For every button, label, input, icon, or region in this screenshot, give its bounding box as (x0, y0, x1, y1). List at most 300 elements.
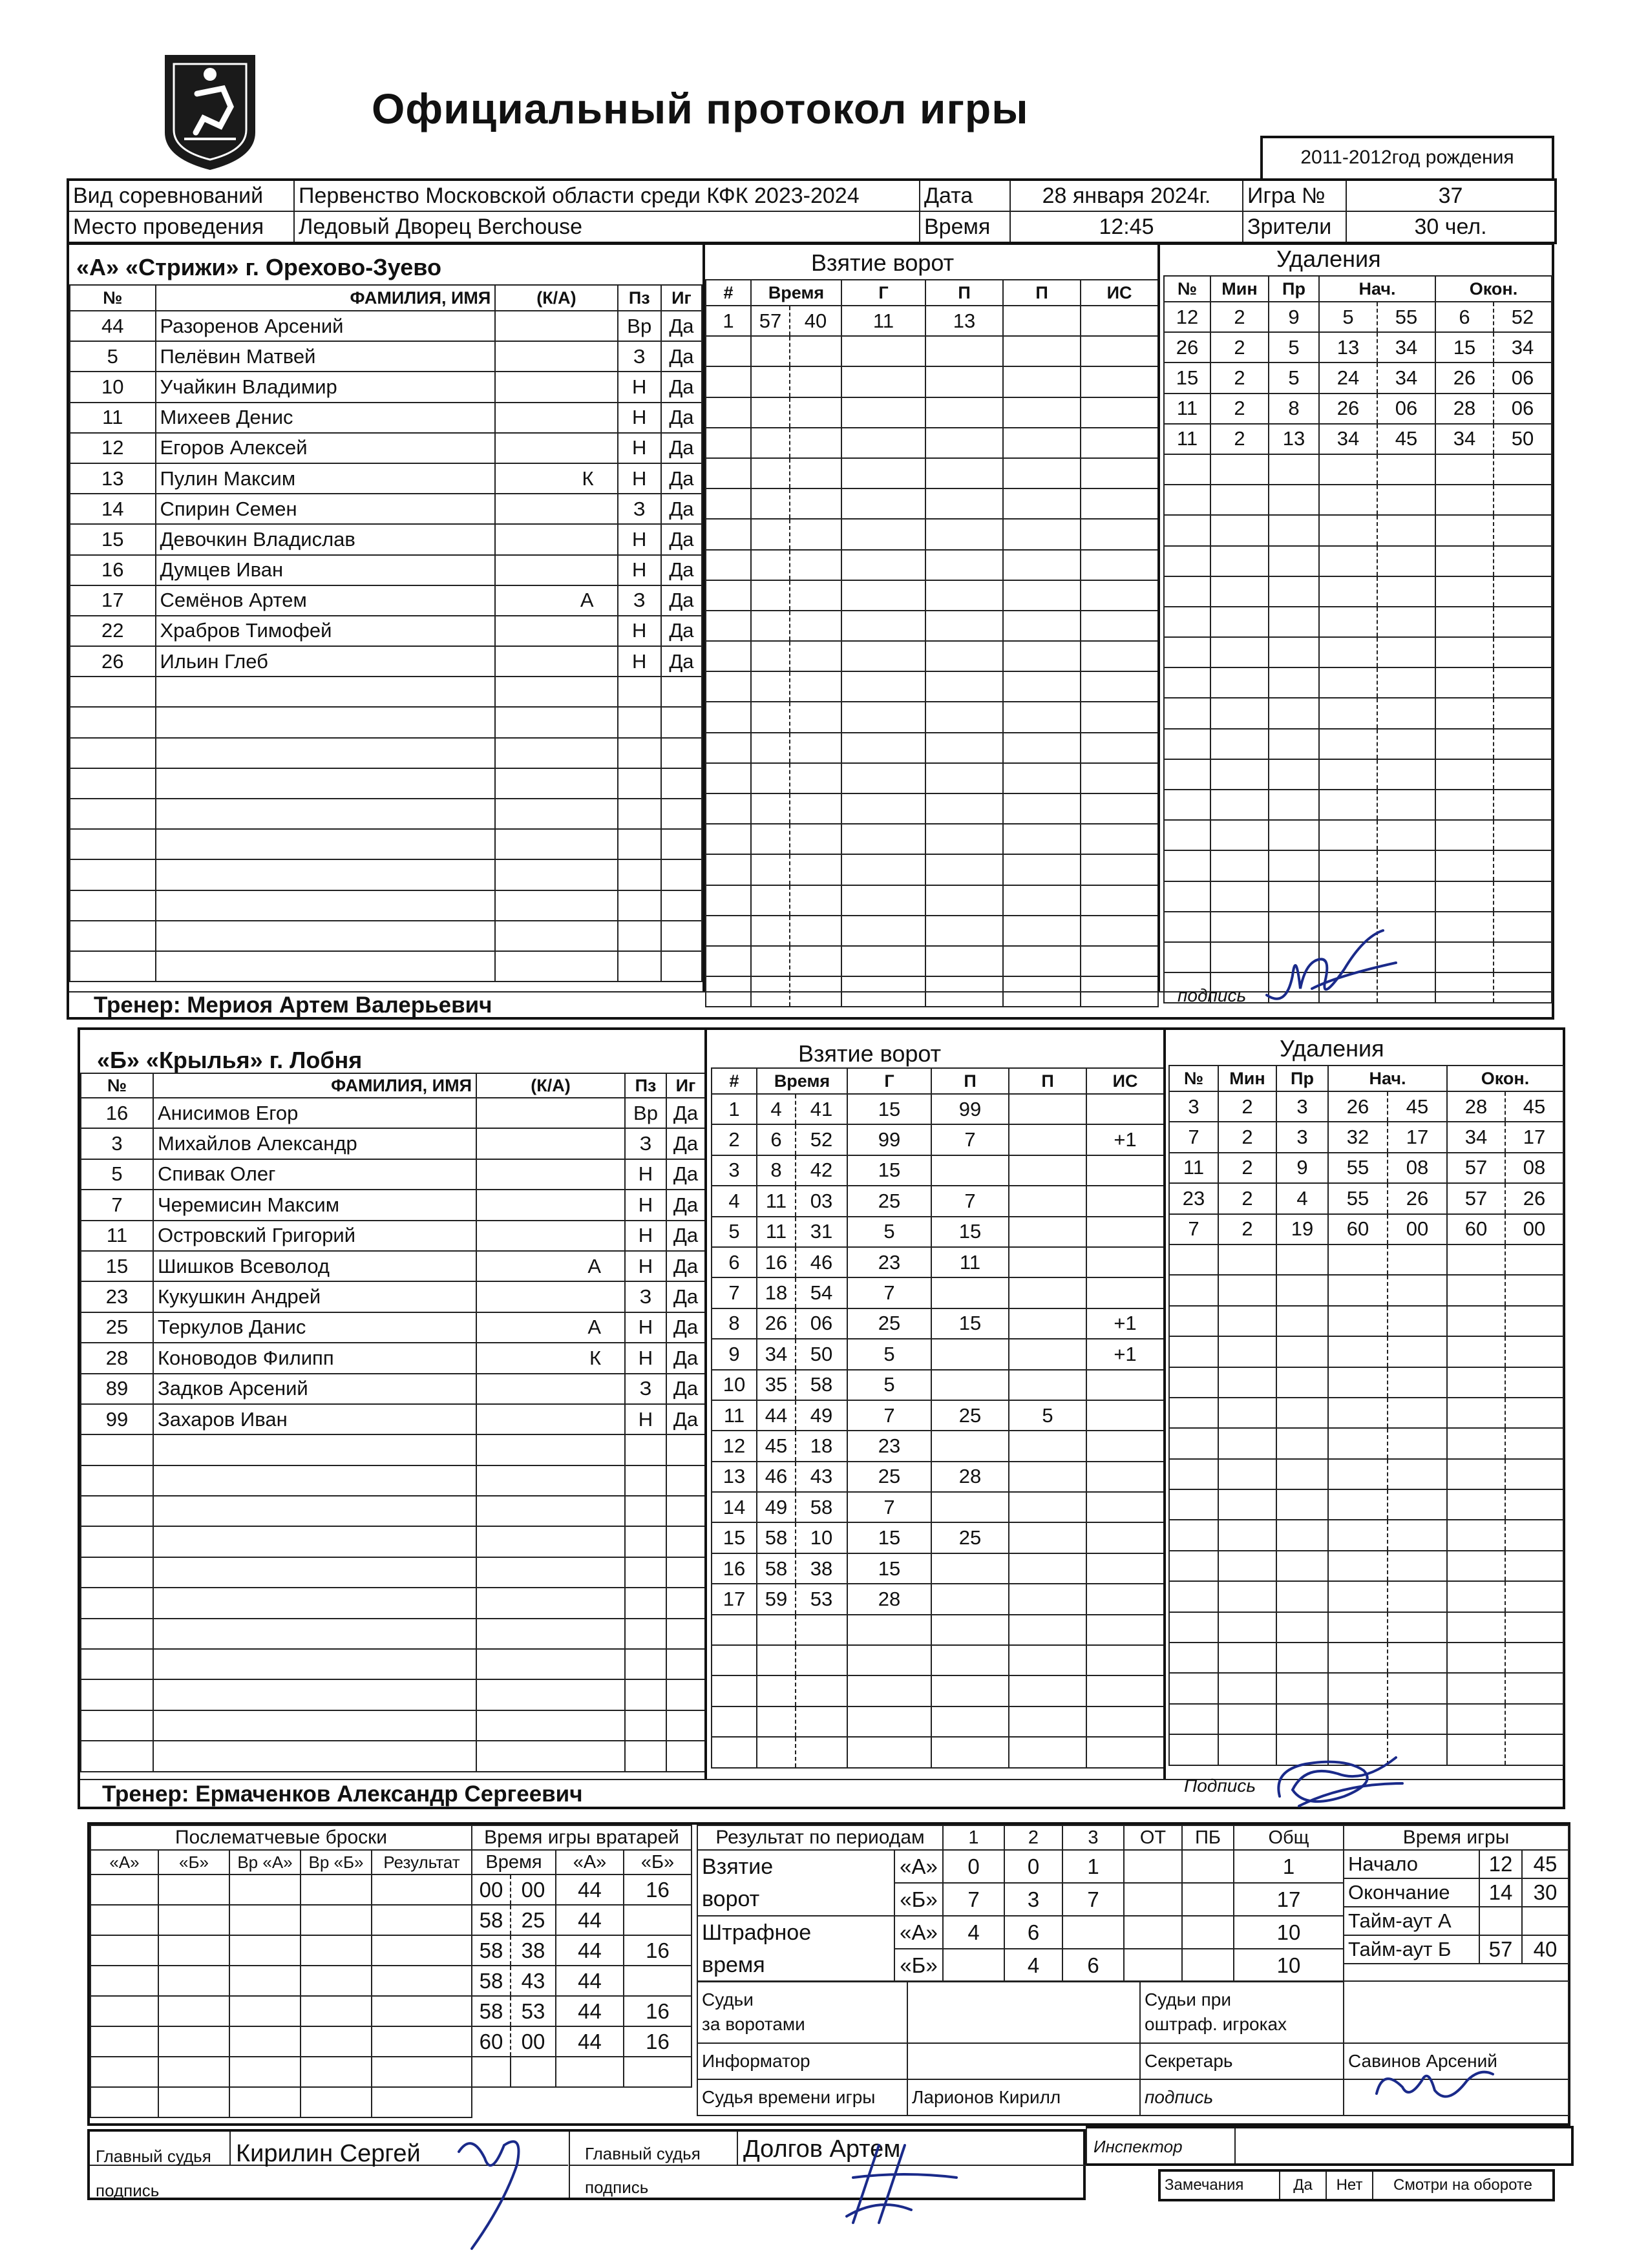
penalty-minutes: 2 (1218, 1183, 1276, 1213)
goal-col-hash: # (712, 1068, 757, 1094)
penalty-end-sec (1505, 1428, 1563, 1458)
ref2-name: Долгов Артем (743, 2136, 901, 2163)
player-role (476, 1190, 625, 1220)
player-name: Кукушкин Андрей (153, 1281, 476, 1312)
player-role (495, 524, 617, 554)
player-role (476, 1710, 625, 1741)
penalty-end-min (1447, 1306, 1505, 1336)
goal-second: 58 (796, 1492, 847, 1522)
player-position: Н (618, 616, 661, 646)
penalty-start-min (1319, 546, 1377, 576)
penalty-end-min (1435, 729, 1494, 759)
roster-row (70, 738, 702, 768)
penalty-row (1169, 1643, 1563, 1673)
shootout-cell (372, 1905, 472, 1935)
goal-row (712, 1553, 1164, 1584)
goalie-second: 00 (511, 2026, 556, 2057)
goal-scorer (847, 1615, 931, 1645)
player-role (476, 1741, 625, 1771)
goal-assist-1 (925, 428, 1003, 458)
remarks-no[interactable]: Нет (1326, 2170, 1373, 2200)
penalty-minutes (1210, 881, 1269, 912)
player-position: Н (618, 646, 661, 677)
penalty-minutes: 2 (1218, 1091, 1276, 1122)
penalty-start-sec (1388, 1612, 1447, 1643)
player-number: 13 (70, 463, 156, 494)
player-position (625, 1619, 666, 1649)
penalty-player (1169, 1673, 1218, 1703)
shootout-cell (372, 2057, 472, 2087)
penalty-start-min (1319, 881, 1377, 912)
ref1-name: Кирилин Сергей (236, 2140, 421, 2167)
penalty-start-min: 55 (1328, 1153, 1388, 1183)
remarks-yes[interactable]: Да (1280, 2170, 1326, 2200)
goal-assist-1: 28 (931, 1462, 1009, 1492)
penalty-minutes (1218, 1673, 1276, 1703)
goal-row (712, 1186, 1164, 1216)
goal-situation (1081, 458, 1158, 488)
player-played: Да (661, 524, 702, 554)
goal-situation: +1 (1086, 1124, 1164, 1155)
penalty-reason (1276, 1459, 1328, 1489)
goal-second (790, 763, 841, 793)
player-number: 15 (70, 524, 156, 554)
penalty-player (1169, 1428, 1218, 1458)
goal-number: 3 (712, 1155, 757, 1186)
penalty-end-sec: 52 (1494, 302, 1552, 332)
col-ka: (К/А) (476, 1073, 625, 1098)
goal-row (712, 1462, 1164, 1492)
goal-assist-2 (1009, 1217, 1086, 1247)
penalty-start-sec (1377, 667, 1435, 698)
goal-assist-2 (1003, 702, 1081, 732)
penalty-start-min: 26 (1319, 394, 1377, 424)
goalie-row (472, 1966, 692, 1996)
penalty-row (1164, 515, 1552, 545)
player-number (81, 1679, 153, 1710)
ref1-label: Главный судья (96, 2147, 211, 2166)
penalty-minutes (1218, 1367, 1276, 1398)
roster-row (81, 1496, 705, 1526)
goalie-row (472, 1996, 692, 2026)
player-position: З (625, 1374, 666, 1404)
goal-number (706, 611, 751, 641)
cell (1062, 1916, 1124, 1949)
goal-number: 2 (712, 1124, 757, 1155)
penalty-minutes (1210, 515, 1269, 545)
goal-number: 6 (712, 1247, 757, 1277)
penalty-end-min (1447, 1581, 1505, 1612)
roster-row (81, 1649, 705, 1679)
goal-situation: +1 (1086, 1308, 1164, 1339)
game-end-h: 14 (1479, 1878, 1522, 1907)
penalty-start-min (1328, 1704, 1388, 1734)
shootout-cell (90, 2087, 158, 2117)
shootout-col: «Б» (158, 1850, 229, 1874)
team-b-goals (711, 1067, 1165, 1769)
goal-row (706, 519, 1158, 549)
penalty-minutes: 2 (1218, 1214, 1276, 1244)
penalty-row (1164, 332, 1552, 362)
player-role: А (476, 1251, 625, 1281)
goal-assist-2 (1009, 1675, 1086, 1706)
penalty-end-sec (1494, 881, 1552, 912)
game-end-label: Окончание (1344, 1878, 1479, 1907)
shootout-row (90, 1935, 472, 1966)
goal-col-g: Г (841, 280, 925, 306)
total-pim-a: 10 (1234, 1916, 1344, 1949)
goal-situation (1081, 611, 1158, 641)
penalty-minutes (1210, 667, 1269, 698)
goal-minute (751, 336, 790, 366)
roster-row (70, 829, 702, 859)
player-position (625, 1741, 666, 1771)
goal-situation (1081, 336, 1158, 366)
goal-assist-2 (1009, 1370, 1086, 1400)
penalty-start-sec (1388, 1643, 1447, 1673)
penalty-end-min (1447, 1244, 1505, 1275)
penalty-end-sec (1494, 820, 1552, 850)
goal-scorer: 7 (847, 1492, 931, 1522)
player-played (661, 951, 702, 982)
goal-situation (1081, 885, 1158, 916)
penalty-end-sec (1505, 1489, 1563, 1520)
penalty-row (1169, 1122, 1563, 1152)
shootout-row (90, 2026, 472, 2057)
penalty-reason (1276, 1428, 1328, 1458)
goal-assist-2 (1009, 1553, 1086, 1584)
penalty-end-min (1435, 637, 1494, 667)
penalty-start-min (1319, 637, 1377, 667)
goal-row (712, 1247, 1164, 1277)
col-ig: Иг (666, 1073, 705, 1098)
penalty-minutes (1218, 1520, 1276, 1550)
penalty-row (1169, 1214, 1563, 1244)
penalty-row (1169, 1275, 1563, 1305)
player-position (618, 768, 661, 799)
goal-scorer: 15 (847, 1553, 931, 1584)
penalty-end-min (1447, 1673, 1505, 1703)
player-position: Н (625, 1343, 666, 1373)
page-title: Официальный протокол игры (372, 85, 1029, 132)
player-played (661, 890, 702, 921)
goal-assist-2 (1003, 946, 1081, 976)
team-a-coach: Тренер: Мериоя Артем Валерьевич (94, 992, 492, 1018)
player-number (81, 1465, 153, 1496)
penalty-reason (1269, 820, 1319, 850)
player-name: Спивак Олег (153, 1159, 476, 1190)
penalty-start-min (1319, 820, 1377, 850)
goal-row (712, 1492, 1164, 1522)
goal-scorer (841, 671, 925, 702)
player-name (153, 1526, 476, 1557)
roster-row (70, 311, 702, 341)
goalie-minute: 58 (472, 1966, 511, 1996)
goal-row (712, 1370, 1164, 1400)
goal-scorer: 5 (847, 1370, 931, 1400)
player-name (156, 799, 496, 829)
goal-second: 10 (796, 1522, 847, 1553)
player-position (625, 1649, 666, 1679)
team-b-sign-label: Подпись (1184, 1776, 1256, 1796)
player-role: К (495, 463, 617, 494)
goal-minute: 18 (757, 1277, 796, 1308)
shootout-col: Вр «А» (229, 1850, 301, 1874)
player-played: Да (666, 1374, 705, 1404)
penalty-start-min: 13 (1319, 332, 1377, 362)
goal-number (706, 580, 751, 611)
goal-minute: 44 (757, 1400, 796, 1431)
player-number: 28 (81, 1343, 153, 1373)
penalty-row (1169, 1091, 1563, 1122)
goal-assist-2 (1009, 1339, 1086, 1369)
player-played (666, 1710, 705, 1741)
pen-col-min: Мин (1210, 276, 1269, 302)
pen-col-no: № (1169, 1066, 1218, 1091)
timeout-b-label: Тайм-аут Б (1344, 1935, 1479, 1964)
penalty-start-sec: 45 (1377, 424, 1435, 454)
informer-label: Информатор (697, 2043, 907, 2079)
player-position (625, 1679, 666, 1710)
penalty-minutes: 2 (1210, 394, 1269, 424)
penalty-start-min: 24 (1319, 362, 1377, 393)
penalty-minutes: 2 (1210, 332, 1269, 362)
player-number (81, 1496, 153, 1526)
penalty-end-sec (1505, 1367, 1563, 1398)
goal-second (790, 428, 841, 458)
penalty-end-min (1447, 1367, 1505, 1398)
goal-assist-1: 15 (931, 1217, 1009, 1247)
cell: 7 (943, 1883, 1004, 1916)
shootout-cell (90, 1905, 158, 1935)
goal-minute (757, 1706, 796, 1737)
penalty-player: 7 (1169, 1214, 1218, 1244)
penalty-start-min (1319, 485, 1377, 515)
goal-second (790, 336, 841, 366)
shootout-cell (372, 2087, 472, 2117)
goal-situation (1086, 1584, 1164, 1614)
goal-assist-2 (1009, 1124, 1086, 1155)
team-b-goals-title: Взятие ворот (798, 1040, 942, 1067)
penalty-player (1169, 1306, 1218, 1336)
game-start-m: 45 (1522, 1850, 1569, 1878)
goals-team-a: «А» (894, 1850, 943, 1883)
inspector-label: Инспектор (1093, 2137, 1183, 2156)
player-position (618, 921, 661, 951)
penalty-reason (1269, 667, 1319, 698)
goal-scorer: 25 (847, 1308, 931, 1339)
player-played: Да (666, 1221, 705, 1251)
goal-situation (1081, 671, 1158, 702)
penalty-start-min (1328, 1520, 1388, 1550)
goalie-b (624, 1905, 692, 1935)
cell (1182, 1949, 1234, 1982)
goal-minute: 57 (751, 306, 790, 336)
penalty-reason (1269, 698, 1319, 728)
penalty-end-sec (1505, 1581, 1563, 1612)
shootout-title: Послематчевые броски (90, 1825, 472, 1850)
penalty-player (1169, 1275, 1218, 1305)
player-position: Н (618, 463, 661, 494)
goal-second (790, 550, 841, 580)
goal-minute: 6 (757, 1124, 796, 1155)
penalty-row (1169, 1153, 1563, 1183)
player-name: Теркулов Данис (153, 1312, 476, 1343)
team-b-penalties-title: Удаления (1280, 1035, 1384, 1062)
goal-row (712, 1584, 1164, 1614)
game-time-title: Время игры (1344, 1825, 1569, 1850)
penalty-reason (1269, 637, 1319, 667)
penalty-end-sec (1505, 1275, 1563, 1305)
player-role: А (476, 1312, 625, 1343)
goal-col-p1: П (931, 1068, 1009, 1094)
penalty-start-min (1328, 1336, 1388, 1367)
penalty-player (1164, 485, 1210, 515)
player-name: Храбров Тимофей (156, 616, 496, 646)
player-played: Да (661, 372, 702, 402)
player-role (476, 1404, 625, 1434)
penalty-reason: 8 (1269, 394, 1319, 424)
penalty-end-min (1435, 454, 1494, 485)
player-role (495, 433, 617, 463)
penalty-start-min: 26 (1328, 1091, 1388, 1122)
shootout-cell (372, 1935, 472, 1966)
goal-assist-2 (1009, 1186, 1086, 1216)
goal-number (712, 1615, 757, 1645)
goal-situation (1081, 916, 1158, 946)
goal-situation (1086, 1217, 1164, 1247)
col-name: ФАМИЛИЯ, ИМЯ (153, 1073, 476, 1098)
player-number: 23 (81, 1281, 153, 1312)
penalty-end-min: 57 (1447, 1153, 1505, 1183)
penalty-player (1164, 454, 1210, 485)
penalty-player (1169, 1734, 1218, 1765)
goal-assist-1 (931, 1370, 1009, 1400)
goal-minute (751, 366, 790, 397)
penalty-minutes: 2 (1210, 424, 1269, 454)
cell (943, 1949, 1004, 1982)
penalty-end-min (1435, 515, 1494, 545)
goalie-minute: 58 (472, 1935, 511, 1966)
penalty-end-min: 15 (1435, 332, 1494, 362)
player-name: Пелёвин Матвей (156, 341, 496, 372)
penalty-end-min (1447, 1643, 1505, 1673)
penalty-start-min (1319, 454, 1377, 485)
shootout-cell (158, 1996, 229, 2026)
goal-minute (751, 733, 790, 763)
penalty-minutes (1210, 698, 1269, 728)
penalty-row (1169, 1428, 1563, 1458)
cell: 0 (1004, 1850, 1062, 1883)
penalty-start-min (1328, 1275, 1388, 1305)
goalie-second: 25 (511, 1905, 556, 1935)
col-pz: Пз (625, 1073, 666, 1098)
penalty-player: 3 (1169, 1091, 1218, 1122)
penalty-player (1169, 1551, 1218, 1581)
penalty-player (1164, 637, 1210, 667)
goal-minute: 11 (757, 1186, 796, 1216)
goal-row (706, 733, 1158, 763)
player-played (666, 1496, 705, 1526)
goal-row (712, 1277, 1164, 1308)
player-number (81, 1619, 153, 1649)
player-number: 22 (70, 616, 156, 646)
date-label: Дата (920, 180, 1010, 211)
goal-number: 10 (712, 1370, 757, 1400)
secretary-value: Савинов Арсений (1344, 2043, 1569, 2079)
penalty-end-min: 34 (1447, 1122, 1505, 1152)
penalty-player: 11 (1169, 1153, 1218, 1183)
col-no: № (70, 285, 156, 311)
goal-assist-1 (925, 946, 1003, 976)
penalty-player (1164, 546, 1210, 576)
goal-situation (1081, 793, 1158, 824)
time-label: Время (920, 211, 1010, 243)
goal-assist-1 (931, 1553, 1009, 1584)
player-played (666, 1434, 705, 1465)
goal-minute (751, 671, 790, 702)
penalty-row (1164, 790, 1552, 820)
player-played (661, 768, 702, 799)
goal-row (706, 854, 1158, 885)
penalty-end-sec (1494, 485, 1552, 515)
penalty-start-sec (1388, 1306, 1447, 1336)
player-name (156, 768, 496, 799)
goal-scorer (841, 824, 925, 854)
goal-minute (751, 824, 790, 854)
goal-situation (1081, 580, 1158, 611)
secretary-label: Секретарь (1140, 2043, 1344, 2079)
penalty-end-sec: 17 (1505, 1122, 1563, 1152)
penalty-start-sec (1388, 1244, 1447, 1275)
team-a-goals-title: Взятие ворот (811, 249, 955, 276)
goal-assist-2 (1003, 336, 1081, 366)
player-played: Да (666, 1312, 705, 1343)
goalie-cell (472, 2057, 511, 2087)
shootout-cell (90, 1874, 158, 1905)
shootout-cell (301, 1874, 372, 1905)
player-position (618, 707, 661, 737)
game-number-label: Игра № (1243, 180, 1346, 211)
roster-row (70, 403, 702, 433)
player-number: 5 (81, 1159, 153, 1190)
player-played (666, 1557, 705, 1588)
competition-value: Первенство Московской области среди КФК 2023-2024 (294, 180, 920, 211)
goal-number (706, 854, 751, 885)
goal-scorer (841, 428, 925, 458)
goalie-col-time: Время (472, 1850, 556, 1874)
ref2-sign-label: подпись (585, 2178, 649, 2197)
penalty-start-sec: 06 (1377, 394, 1435, 424)
goal-assist-1 (931, 1339, 1009, 1369)
goal-scorer: 25 (847, 1462, 931, 1492)
shootout-col: «А» (90, 1850, 158, 1874)
player-role (476, 1434, 625, 1465)
player-number: 44 (70, 311, 156, 341)
goal-number: 13 (712, 1462, 757, 1492)
goal-second (796, 1706, 847, 1737)
penalty-start-sec (1388, 1551, 1447, 1581)
goalie-second: 53 (511, 1996, 556, 2026)
player-position: Н (625, 1312, 666, 1343)
goal-number (712, 1675, 757, 1706)
penalty-minutes (1218, 1244, 1276, 1275)
goal-situation (1086, 1094, 1164, 1124)
goalie-b: 16 (624, 1935, 692, 1966)
goal-number (706, 550, 751, 580)
goal-number (706, 763, 751, 793)
goal-second (790, 366, 841, 397)
